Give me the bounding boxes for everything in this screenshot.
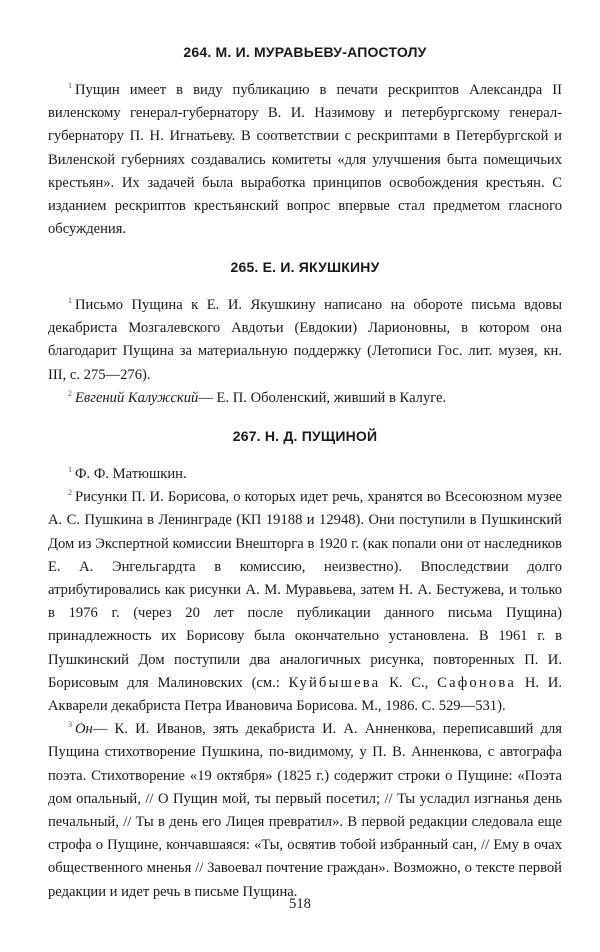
section-265	[48, 259, 562, 410]
note-marker: 1	[68, 81, 72, 91]
notes	[48, 463, 562, 904]
note	[48, 294, 562, 387]
section-heading: 267. Н. Д. ПУЩИНОЙ	[232, 428, 378, 444]
note-italic-name: Евгений Калужский	[75, 389, 199, 406]
page-number: 518	[289, 896, 311, 912]
section-267	[48, 428, 562, 904]
note-italic-name: Он	[75, 721, 93, 738]
note-marker: 2	[68, 388, 72, 398]
note	[48, 463, 562, 486]
note	[48, 387, 562, 410]
author-name-spaced: Куйбышева	[288, 674, 381, 691]
note	[48, 486, 562, 718]
note-text: Ф. Ф. Матюшкин.	[75, 466, 187, 482]
section-264	[48, 44, 562, 241]
note-text: Пущин имеет в виду публикацию в печати рескриптов Александра II виленскому генерал-губернатору В. И. Назимову и петербургскому генерал-губернатору П. Н. Игнатьеву. В соответствии с рескриптами в Петербургской и Виленской губерниях создавались комитеты «для улучшения быта помещичьих крестьян». Их задачей была выработка принципов освобождения крестьян. С изданием рескриптов крестьянский вопрос впервые стал предметом гласного обсуждения.	[48, 82, 562, 238]
note-text: Н. И. Акварели декабриста Петра Ивановича Борисова. М., 1986. С. 529—531).	[48, 674, 562, 715]
note	[48, 79, 562, 241]
note-marker: 1	[68, 296, 72, 306]
note-marker: 3	[68, 720, 72, 730]
note-text: Рисунки П. И. Борисова, о которых идет речь, хранятся во Всесоюзном музее А. С. Пушкина в Ленинграде (КП 19188 и 12948). Они поступили в Пушкинский Дом из Экспертной комиссии Внешторга в 1920 г. (как попали они от наследников Е. А. Энгельгардта в комиссию, неизвестно). Впоследствии долго атрибутировались как рисунки А. М. Муравьева, затем Н. А. Бестужева, и только в 1976 г. (через 20 лет после публикации данного письма Пущина) принадлежность их Борисову была окончательно установлена. В 1961 г. в Пушкинский Дом поступили два аналогичных рисунка, повторенных П. И. Борисовым для Малиновских (см.:	[48, 489, 562, 691]
section-heading: 264. М. И. МУРАВЬЕВУ-АПОСТОЛУ	[183, 44, 427, 60]
notes	[48, 79, 562, 241]
note	[48, 718, 562, 904]
note-text: К. С.,	[380, 674, 438, 691]
note-text: — Е. П. Оболенский, живший в Калуге.	[198, 389, 447, 406]
notes	[48, 294, 562, 410]
note-marker: 2	[68, 488, 72, 498]
section-heading: 265. Е. И. ЯКУШКИНУ	[230, 259, 380, 275]
author-name-spaced: Сафонова	[437, 674, 517, 691]
note-text: Письмо Пущина к Е. И. Якушкину написано на обороте письма вдовы декабриста Мозгалевского Авдотьи (Евдокии) Ларионовны, в котором она благодарит Пущина за материальную поддержку (Летописи Гос. лит. музея, кн. III, с. 275—276).	[48, 297, 562, 383]
note-marker: 1	[68, 465, 72, 475]
note-text: — К. И. Иванов, зять декабриста И. А. Анненкова, переписавший для Пущина стихотворение Пушкина, по-видимому, у П. В. Анненкова, с автографа поэта. Стихотворение «19 октября» (1825 г.) содержит строки о Пущине: «Поэта дом опальный, // О Пущин мой, ты первый посетил; // Ты усладил изгнанья день печальный, // Ты в день его Лицея превратил». В первой редакции следовала еще строфа о Пущине, кончавшаяся: «Ты, освятив тобой избранный сан, // Ему в очах общественного мненья // Завоевал почтение граждан». Возможно, о тексте первой редакции и идет речь в письме Пущина.	[48, 721, 562, 900]
